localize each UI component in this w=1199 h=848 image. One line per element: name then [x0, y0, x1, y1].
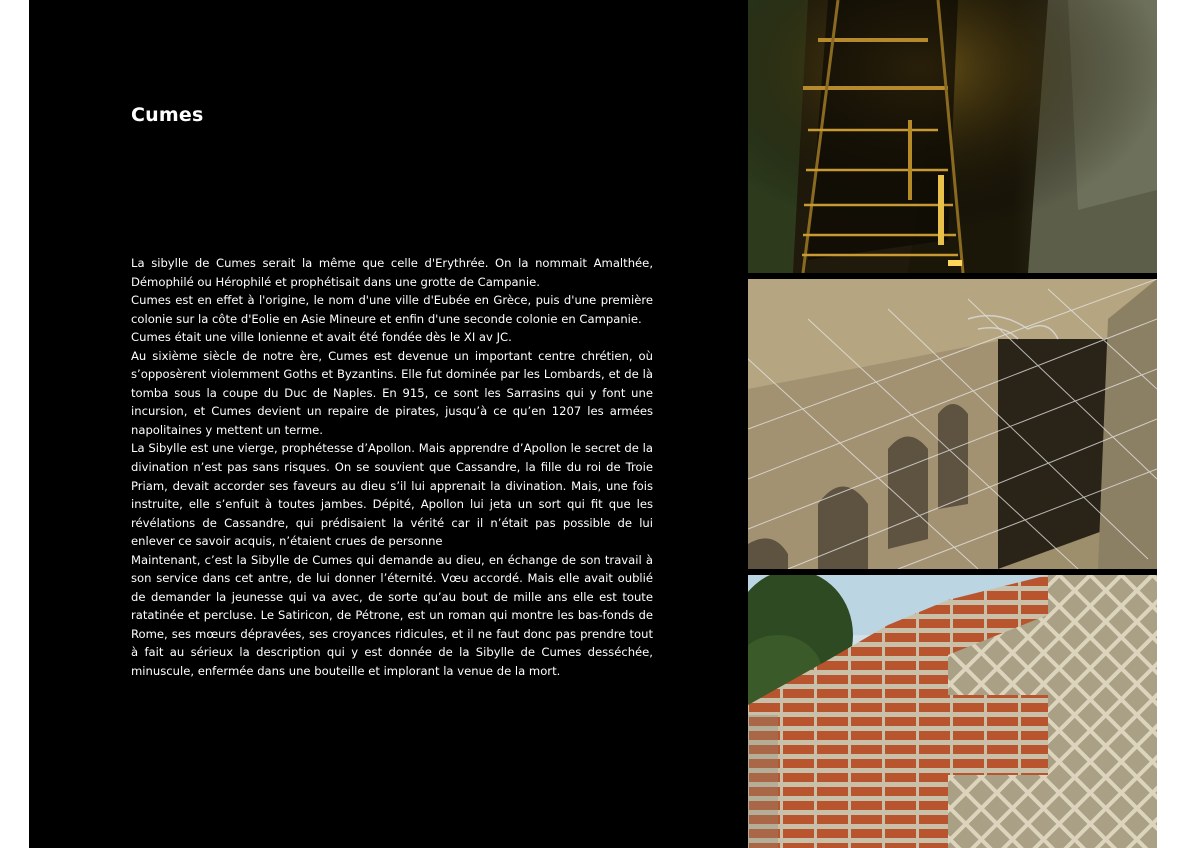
brick-wall-photo — [748, 575, 1157, 848]
tunnel-photo — [748, 0, 1157, 273]
paragraph: Cumes était une ville Ionienne et avait été fondée dès le XI av JC. — [131, 330, 512, 345]
paragraph: La sibylle de Cumes serait la même que celle d'Erythrée. On la nommait Amalthée, Démophilé ou Hérophilé et prophétisait dans une grotte de Campanie. — [131, 256, 653, 289]
paragraph: La Sibylle est une vierge, prophétesse d’Apollon. Mais apprendre d’Apollon le secret de la divination n’est pas sans risques. On se souvient que Cassandre, la fille du roi de Troie Priam, devait accorder ses faveurs au dieu s’il lui apprenait la divination. Mais, une fois instruite, elle s’enfuit à toutes jambes. Dépité, Apollon lui jeta un sort qui fit que les révélations de Cassandre, qui prédisaient la vérité car il n’était pas possible de lui enlever ce savoir acquis, n’étaient crues de personne — [131, 441, 653, 549]
article-body — [131, 254, 653, 681]
paragraph: Cumes est en effet à l'origine, le nom d'une ville d'Eubée en Grèce, puis d'une première colonie sur la côte d'Eolie en Asie Mineure et enfin d'une seconde colonie en Campanie. — [131, 293, 653, 326]
page-title: Cumes — [131, 104, 204, 126]
paragraph: Au sixième siècle de notre ère, Cumes est devenue un important centre chrétien, où s’opposèrent violemment Goths et Byzantins. Elle fut dominée par les Lombards, et de là tomba sous la coupe du Duc de Naples. En 915, ce sont les Sarrasins qui y font une incursion, et Cumes devient un repaire de pirates, jusqu’à ce qu’en 1207 les armées napolitaines y mettent un terme. — [131, 348, 653, 437]
paragraph: Maintenant, c’est la Sibylle de Cumes qui demande au dieu, en échange de son travail à son service dans cet antre, de lui donner l’éternité. Vœu accordé. Mais elle avait oublié de demander la jeunesse qui va avec, de sorte qu’au bout de mille ans elle est toute ratatinée et percluse. Le Satiricon, de Pétrone, est un roman qui montre les bas-fonds de Rome, ses mœurs dépravées, ses croyances ridicules, et il ne faut donc pas prendre tout à fait au sérieux la description qui y est donnée de la Sibylle de Cumes desséchée, minuscule, enfermée dans une bouteille et implorant la venue de la mort. — [131, 552, 653, 679]
corridor-net-photo — [748, 279, 1157, 569]
